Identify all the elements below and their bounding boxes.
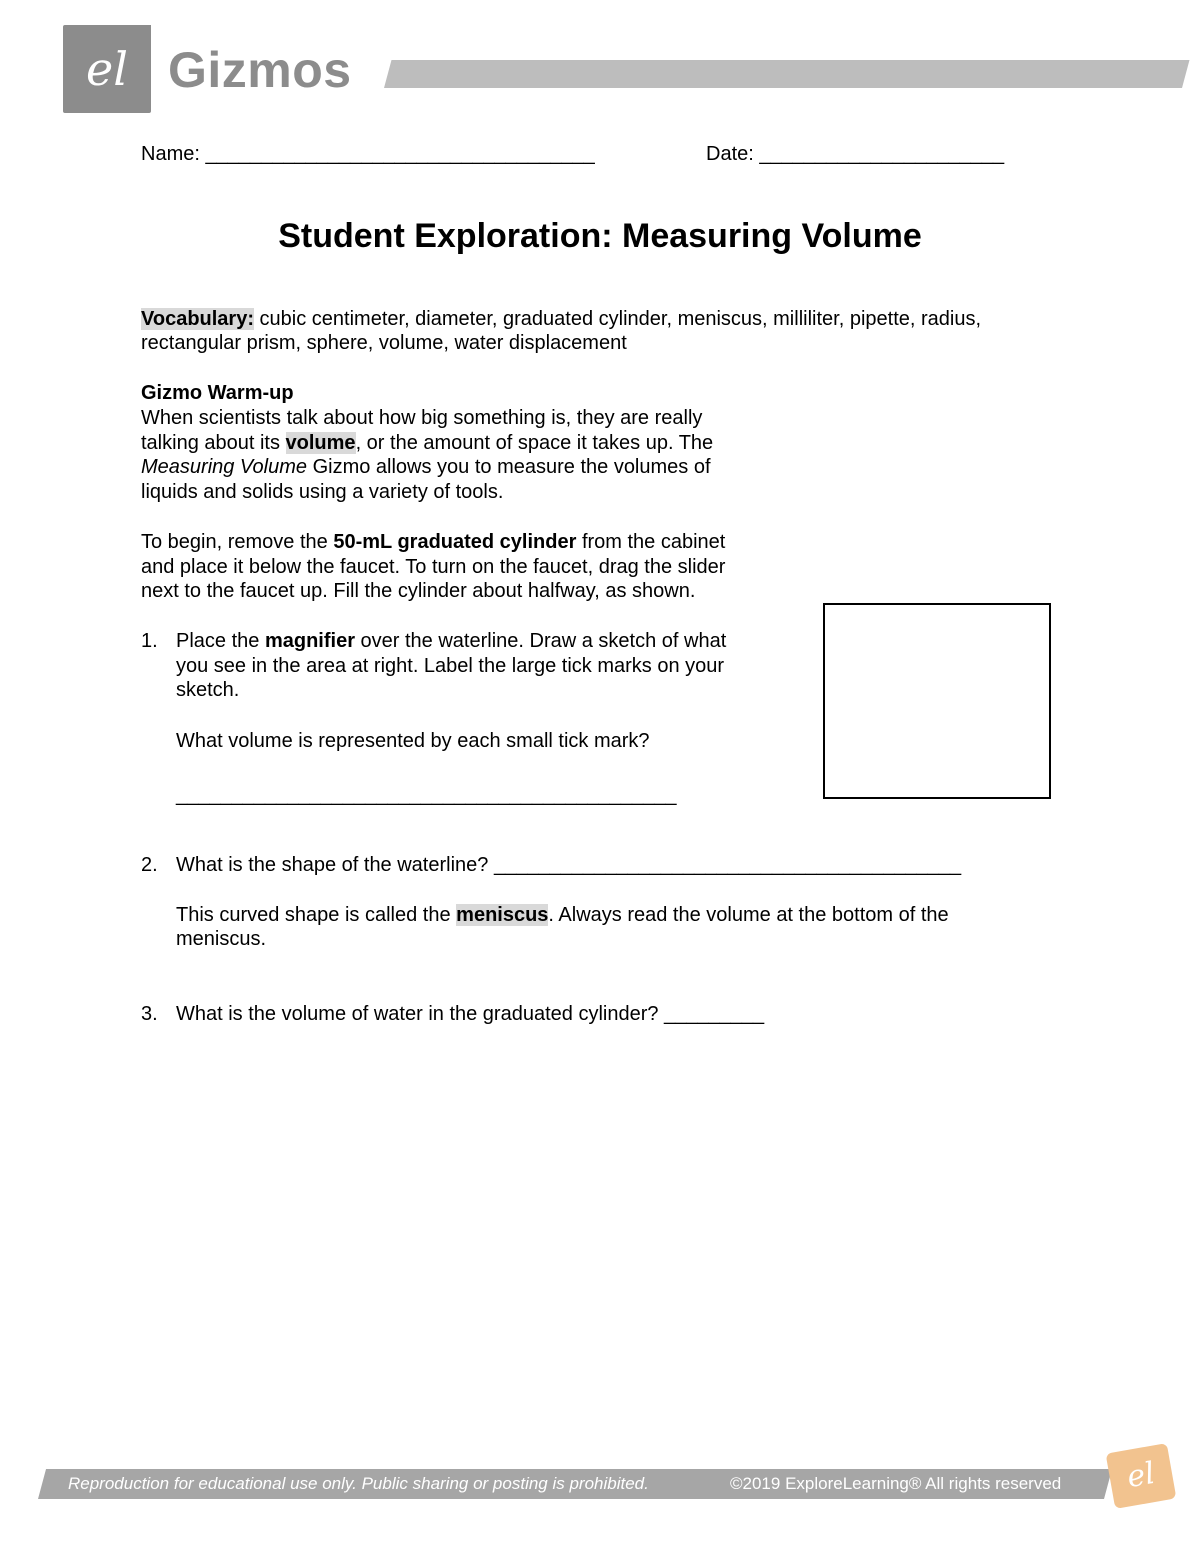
q1-number: 1. [141,630,158,652]
explorelearning-logo-icon: el [86,42,128,96]
q2-note-text: This curved shape is called the [176,904,457,926]
footer-logo-icon: el [1106,1443,1177,1509]
warmup-p2-line-3: next to the faucet up. Fill the cylinder about halfway, as shown. [141,580,696,602]
q3-text: What is the volume of water in the graduated cylinder? [176,1003,665,1025]
term-volume: volume [285,432,356,454]
q1-line-1 [176,629,726,654]
header-bar [384,60,1190,88]
warmup-p1-line-2 [141,431,713,456]
brand-title: Gizmos [168,42,352,98]
sketch-area[interactable] [823,603,1051,799]
warmup-text: from the cabinet [576,531,726,553]
q2-answer-blank[interactable]: __________________________________________ [493,854,962,876]
name-label: Name: [141,143,200,165]
vocabulary-label: Vocabulary: [141,308,254,330]
warmup-p2-line-1 [141,530,725,555]
q1-text: Place the [176,630,265,652]
gizmos-logo [63,25,151,113]
warmup-text: , or the amount of space it takes up. The [355,432,714,454]
term-magnifier: magnifier [264,630,355,652]
name-blank: ___________________________________ [205,143,595,165]
warmup-p1-line-4: liquids and solids using a variety of tools. [141,481,504,503]
q3-line [176,1002,764,1027]
warmup-text: To begin, remove the [141,531,334,553]
footer-disclaimer: Reproduction for educational use only. Public sharing or posting is prohibited. [68,1474,649,1493]
page-title: Student Exploration: Measuring Volume [278,217,922,255]
gizmo-name: Measuring Volume [141,456,308,478]
q2-number: 2. [141,854,158,876]
q1-text: over the waterline. Draw a sketch of what [354,630,727,652]
warmup-text: talking about its [141,432,286,454]
q1-answer-blank[interactable]: _____________________________________________ [176,784,677,806]
term-graduated-cylinder: 50-mL graduated cylinder [333,531,577,553]
vocabulary-line-1 [141,307,981,332]
vocabulary-line-2: rectangular prism, sphere, volume, water displacement [141,332,627,354]
q1-line-2: you see in the area at right. Label the large tick marks on your [176,655,725,677]
warmup-p1-line-1: When scientists talk about how big something is, they are really [141,407,703,429]
term-meniscus: meniscus [456,904,549,926]
date-label: Date: [706,143,754,165]
q1-subquestion: What volume is represented by each small tick mark? [176,730,650,752]
warmup-text: Gizmo allows you to measure the volumes of [307,456,711,478]
date-blank: ______________________ [759,143,1005,165]
warmup-heading: Gizmo Warm-up [141,382,294,404]
warmup-p2-line-2: and place it below the faucet. To turn on the faucet, drag the slider [141,556,726,578]
vocabulary-terms-1: cubic centimeter, diameter, graduated cylinder, meniscus, milliliter, pipette, radius, [254,308,982,330]
q3-answer-blank[interactable]: _________ [664,1003,765,1025]
name-field[interactable] [141,142,595,167]
q3-number: 3. [141,1003,158,1025]
q2-line [176,853,961,878]
q2-note-text: . Always read the volume at the bottom of the [548,904,949,926]
q1-line-3: sketch. [176,679,240,701]
warmup-p1-line-3 [141,455,711,480]
q2-note-line-1 [176,903,949,928]
date-field[interactable] [706,142,1004,167]
footer-copyright: ©2019 ExploreLearning® All rights reserved [730,1474,1062,1493]
q2-note-line-2: meniscus. [176,928,267,950]
q2-text: What is the shape of the waterline? [176,854,494,876]
